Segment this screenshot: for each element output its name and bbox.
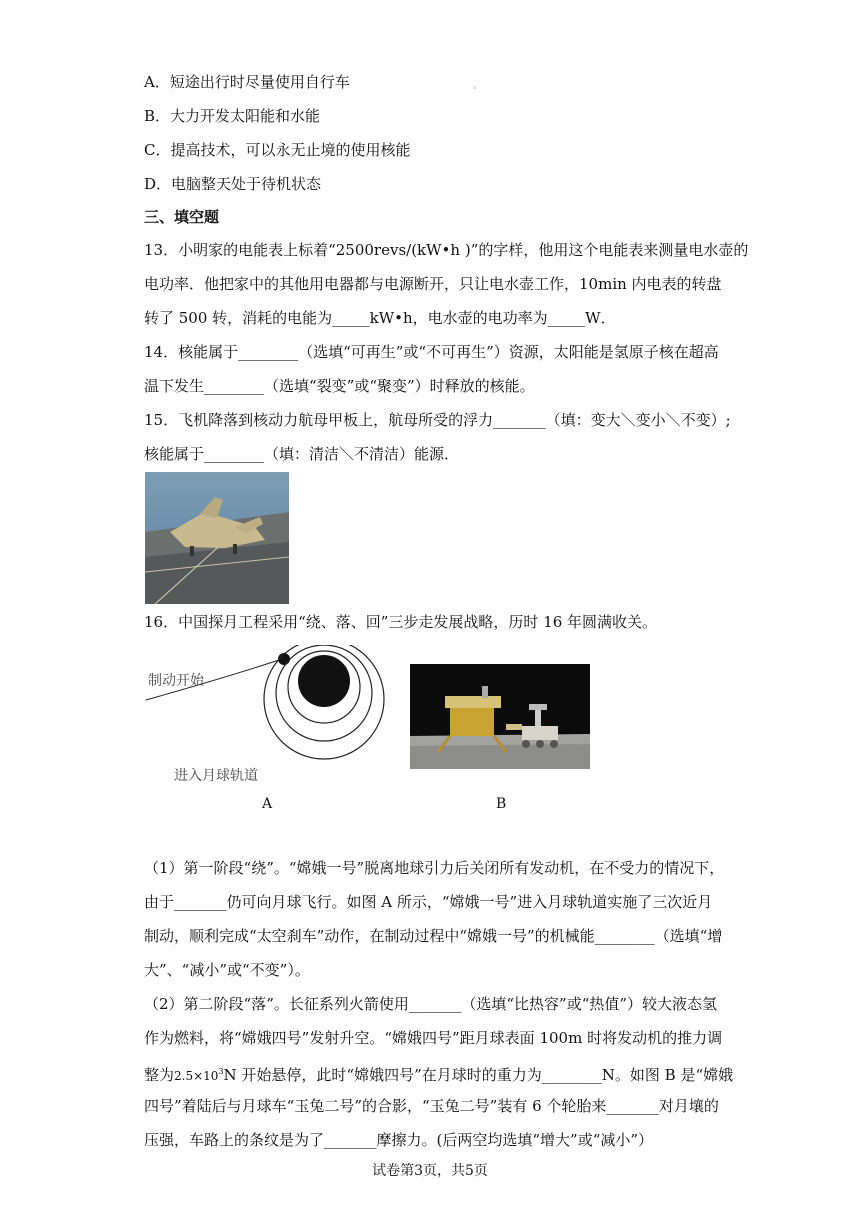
q14-line1: 14．核能属于________（选填“可再生”或“不可再生”）资源，太阳能是氢原子核在超高: [144, 343, 719, 361]
lunar-lander-photo: [410, 664, 590, 769]
q16-p2-line2: 作为燃料，将“嫦娥四号”发射升空。“嫦娥四号”距月球表面 100m 时将发动机的推力调: [144, 1029, 723, 1047]
q16-p1-line2: 由于_______仍可向月球飞行。如图 A 所示，“嫦娥一号”进入月球轨道实施了三次近月: [144, 893, 713, 911]
q14-line2: 温下发生________（选填“裂变”或“聚变”）时释放的核能。: [144, 377, 535, 395]
section-title: 三、填空题: [144, 208, 220, 226]
q16-p2-line3-post: N 开始悬停，此时“嫦娥四号”在月球时的重力为________N。如图 B 是“嫦娥: [223, 1066, 734, 1084]
q16-p1-line3: 制动，顺利完成“太空刹车”动作，在制动过程中“嫦娥一号”的机械能________（选填“增: [144, 927, 723, 945]
thrust-value: 2.5×10: [174, 1069, 219, 1083]
option-c: C．提高技术，可以永无止境的使用核能: [144, 141, 411, 159]
q13-line3: 转了 500 转，消耗的电能为_____kW•h，电水壶的电功率为_____W．: [144, 309, 616, 327]
label-enter-orbit: 进入月球轨道: [174, 768, 258, 784]
q13-line1: 13．小明家的电能表上标着“2500revs/(kW•h )”的字样，他用这个电能表来测量电水壶的: [144, 241, 749, 259]
q16-p2-line3: [144, 1062, 733, 1086]
option-a: A．短途出行时尽量使用自行车: [144, 73, 350, 91]
q15-line1: 15．飞机降落到核动力航母甲板上，航母所受的浮力_______（填：变大＼变小＼不变）;: [144, 411, 731, 429]
orbit-diagram: [144, 645, 394, 820]
q15-line2: 核能属于________（填：清洁＼不清洁）能源．: [144, 445, 460, 463]
q16-intro: 16．中国探月工程采用“绕、落、回”三步走发展战略，历时 16 年圆满收关。: [144, 613, 658, 631]
figure-b-label: B: [496, 796, 507, 812]
page-footer: 试卷第3页，共5页: [372, 1163, 488, 1179]
q13-line2: 电功率．他把家中的其他用电器都与电源断开，只让电水壶工作，10min 内电表的转盘: [144, 275, 722, 293]
label-braking-start: 制动开始: [148, 673, 204, 689]
stray-mark: 。: [473, 81, 483, 91]
moon-disc: [298, 655, 350, 707]
q16-p2-line4: 四号”着陆后与月球车“玉兔二号”的合影，“玉兔二号”装有 6 个轮胎来_______对月壤的: [144, 1097, 719, 1115]
q16-p2-line5: 压强，车路上的条纹是为了_______摩擦力。(后两空均选填“增大”或“减小”）: [144, 1131, 654, 1149]
q16-p2-line1: （2）第二阶段“落”。长征系列火箭使用_______（选填“比热容”或“热值”）较大液态氢: [144, 995, 718, 1013]
option-d: D．电脑整天处于待机状态: [144, 175, 322, 193]
thrust-exponent: 3: [218, 1067, 224, 1076]
q16-p1-line1: （1）第一阶段“绕”。“嫦娥一号”脱离地球引力后关闭所有发动机，在不受力的情况下，: [144, 859, 725, 877]
q16-p2-line3-pre: 整为: [144, 1066, 175, 1084]
q16-p1-line4: 大”、“减小”或“不变”）。: [144, 961, 310, 979]
option-b: B．大力开发太阳能和水能: [144, 107, 321, 125]
aircraft-carrier-photo: [145, 472, 289, 604]
figure-a-label: A: [262, 796, 273, 812]
